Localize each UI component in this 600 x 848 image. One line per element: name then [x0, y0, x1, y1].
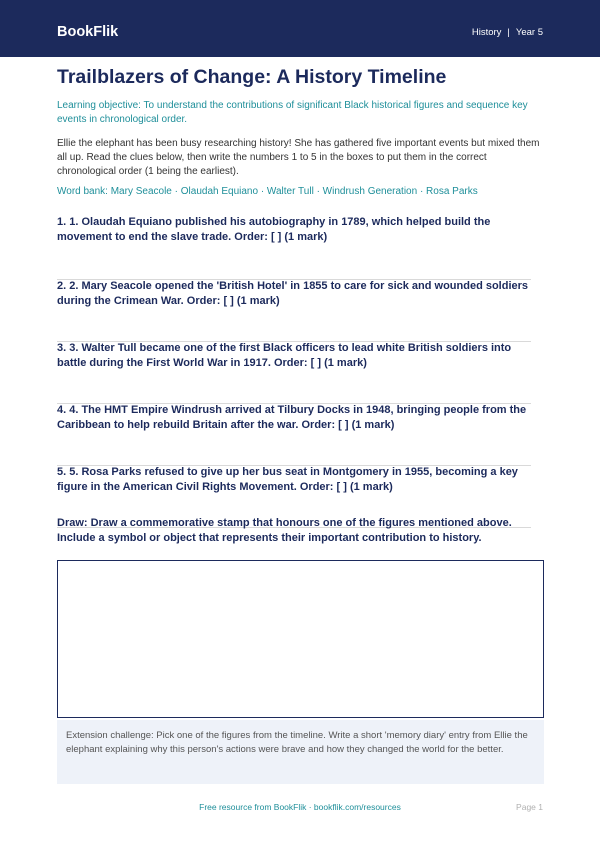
extension-challenge-text: Extension challenge: Pick one of the figures from the timeline. Write a short 'memory diary' entry from Ellie the elephant explaining why this person's actions were brave and how they changed the world for the better. — [66, 730, 528, 755]
word-bank: Word bank: Mary Seacole · Olaudah Equiano · Walter Tull · Windrush Generation · Rosa Parks — [57, 186, 478, 197]
question-1: 1. 1. Olaudah Equiano published his autobiography in 1789, which helped build the movement to end the slave trade. Order: [ ] (1 mark) — [57, 216, 491, 243]
learning-objective: Learning objective: To understand the contributions of significant Black historical figures and sequence key events in chronological order. — [57, 100, 528, 125]
year-label: Year 5 — [515, 27, 543, 38]
draw-prompt: Draw: Draw a commemorative stamp that honours one of the figures mentioned above. Include a symbol or object that represents their important contribution to history. — [57, 517, 512, 544]
intro-paragraph: Ellie the elephant has been busy researching history! She has gathered five important events but mixed them all up. Read the clues below, then write the numbers 1 to 5 in the boxes to put them in the correct chronological order (1 being the earliest). — [57, 138, 540, 177]
brand-logo-text: BookFlik — [57, 24, 119, 40]
question-5: 5. 5. Rosa Parks refused to give up her bus seat in Montgomery in 1955, becoming a key figure in the American Civil Rights Movement. Order: [ ] (1 mark) — [57, 466, 518, 493]
question-4: 4. 4. The HMT Empire Windrush arrived at Tilbury Docks in 1948, bringing people from the Caribbean to help rebuild Britain after the war. Order: [ ] (1 mark) — [57, 404, 527, 431]
page-header — [0, 0, 600, 57]
subject-label: History — [471, 27, 502, 38]
meta-separator: | — [507, 27, 510, 38]
question-2: 2. 2. Mary Seacole opened the 'British Hotel' in 1855 to care for sick and wounded soldiers during the Crimean War. Order: [ ] (1 mark) — [57, 280, 529, 307]
footer-resource-link[interactable]: Free resource from BookFlik · bookflik.com/resources — [199, 802, 401, 812]
worksheet-title: Trailblazers of Change: A History Timeline — [57, 66, 447, 88]
subject-year-label — [472, 26, 543, 40]
page-number: Page 1 — [516, 802, 543, 812]
drawing-area[interactable] — [57, 560, 544, 718]
question-3: 3. 3. Walter Tull became one of the first Black officers to lead white British soldiers into battle during the First World War in 1917. Order: [ ] (1 mark) — [57, 342, 512, 369]
extension-challenge-box — [57, 720, 544, 784]
